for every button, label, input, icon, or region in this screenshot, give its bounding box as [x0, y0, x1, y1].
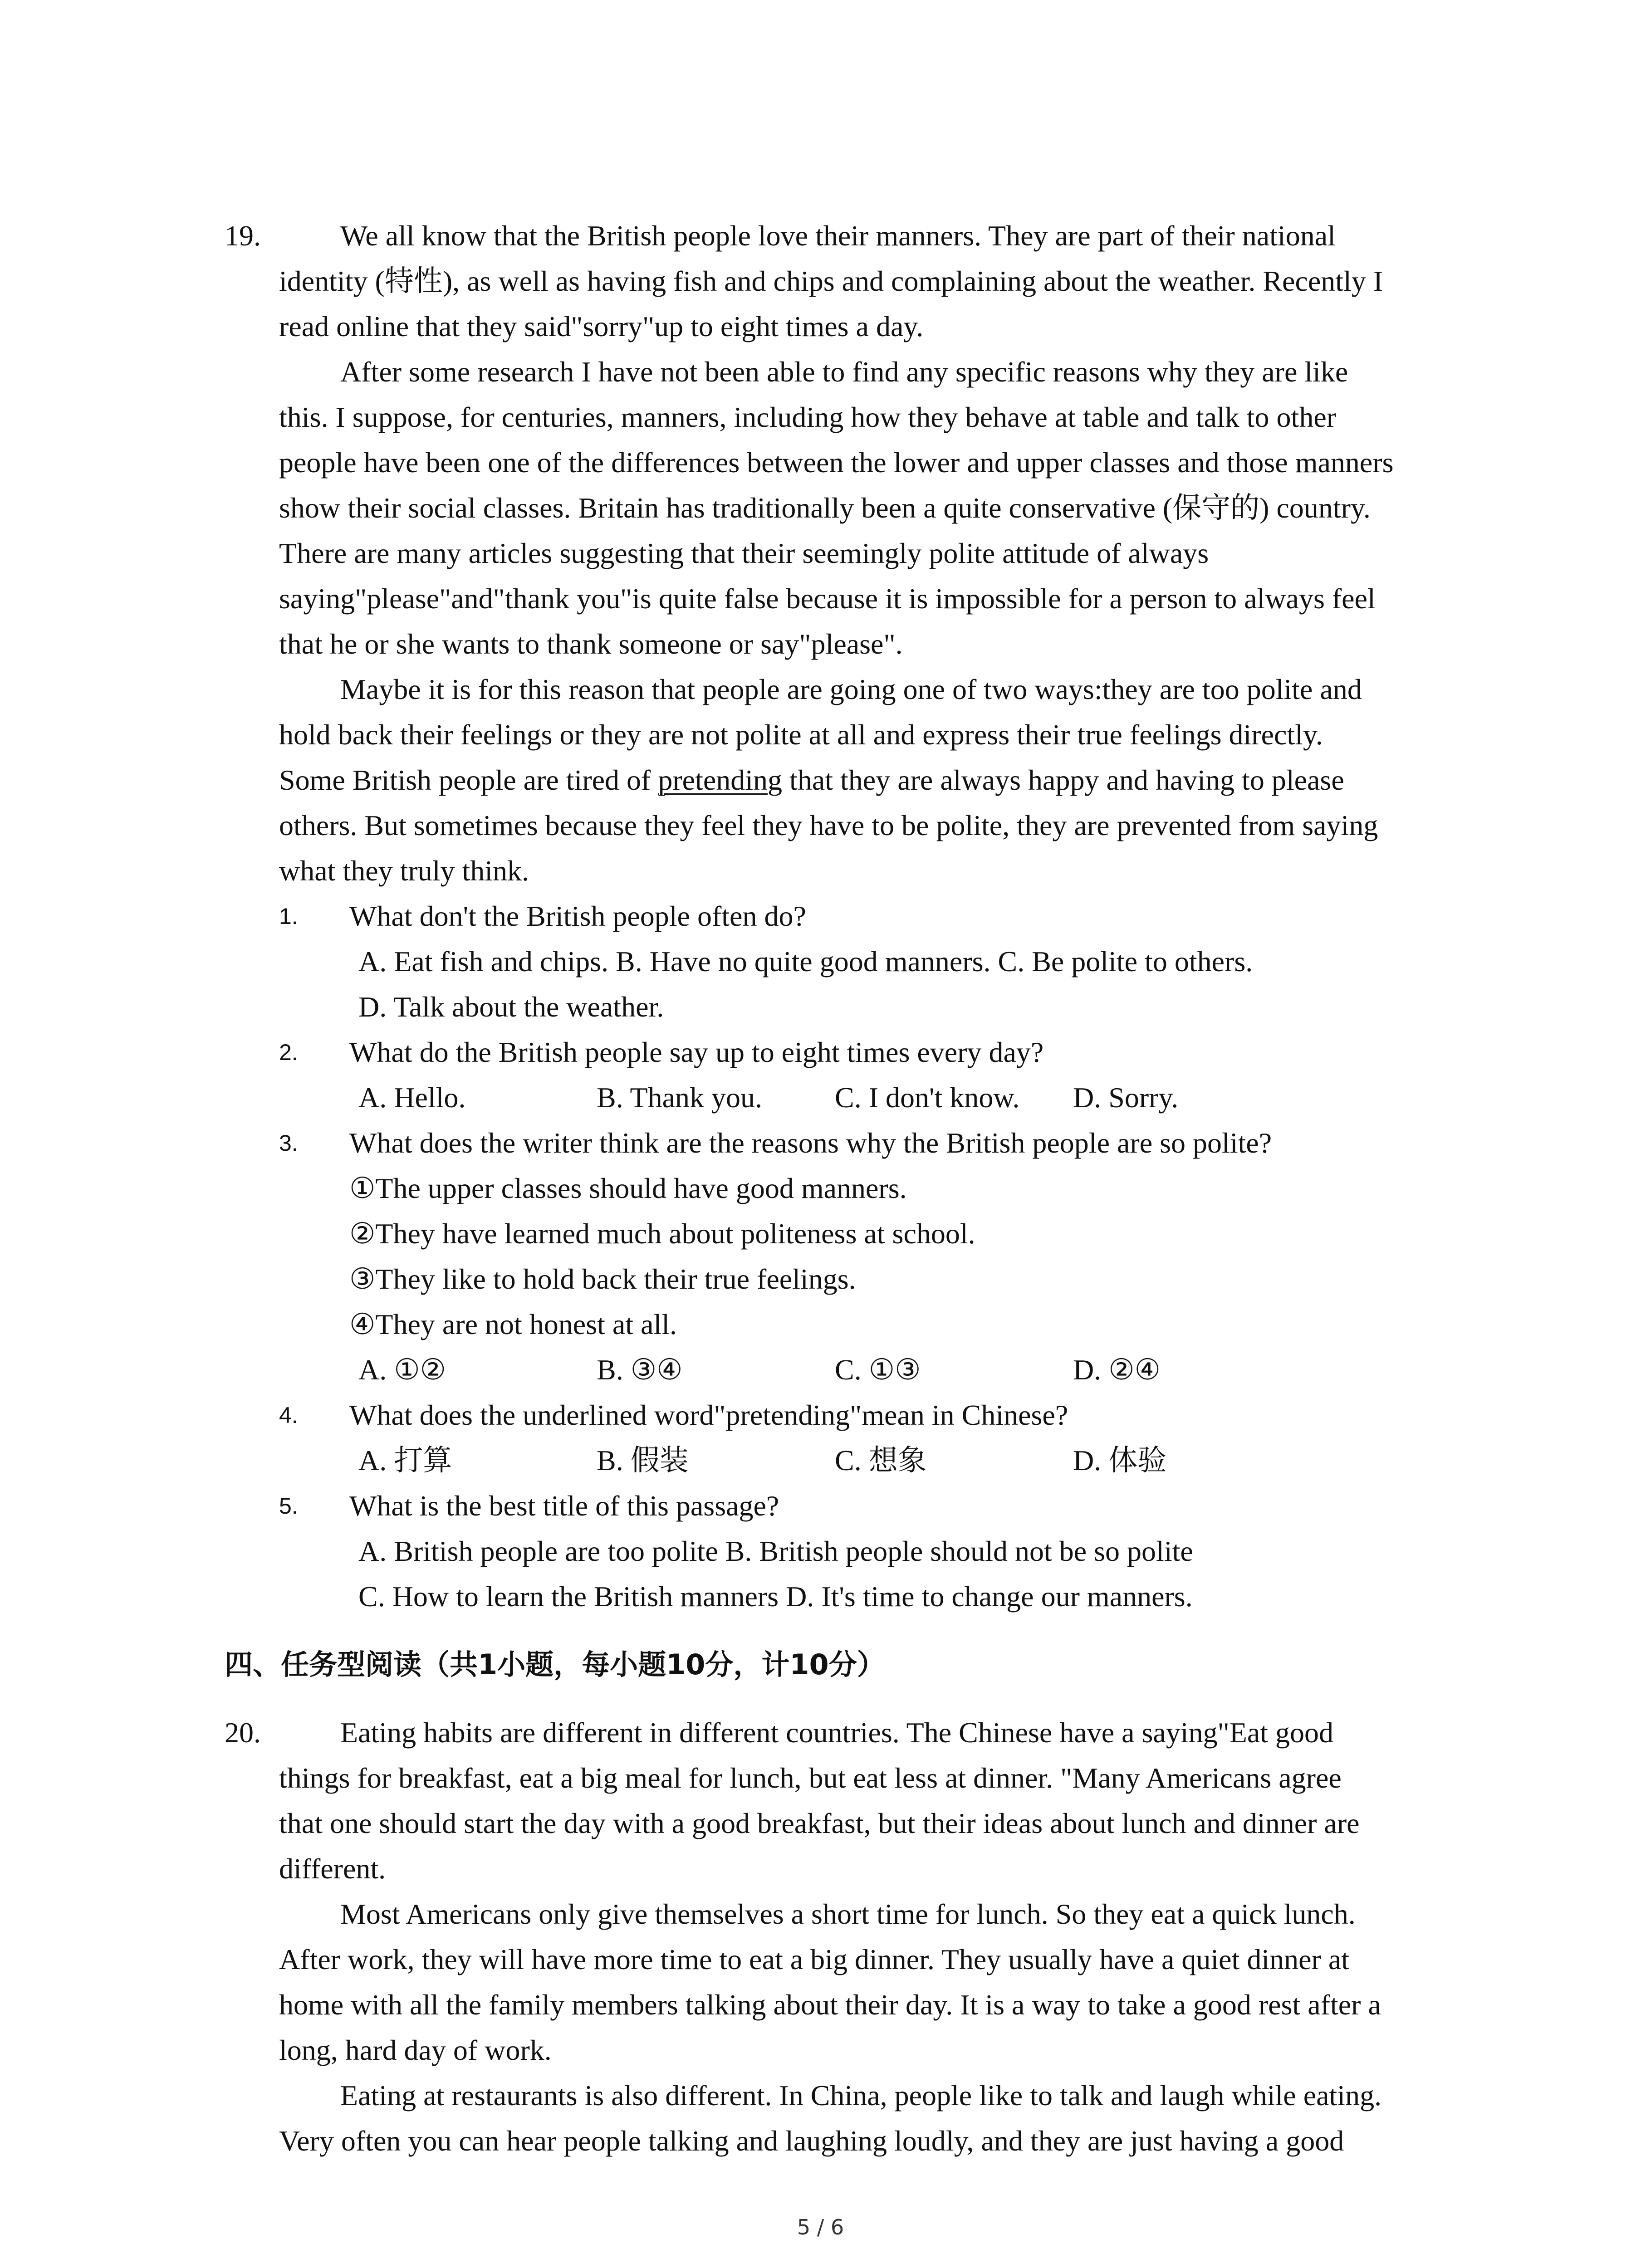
q20-p2-line3: home with all the family members talking about their day. It is a way to take a good rest after a [279, 1989, 1381, 2021]
subquestion-number-5: 5. [279, 1493, 298, 1519]
q20-p2-line4: long, hard day of work. [279, 2034, 552, 2066]
subquestion-3-statement-4: ④They are not honest at all. [349, 1308, 677, 1340]
subquestion-3-statement-1: ①The upper classes should have good manners. [349, 1172, 907, 1204]
q19-p3-line3 [279, 762, 1344, 798]
subquestion-4-option-b: B. 假装 [597, 1444, 689, 1476]
subquestion-3-option-a: A. ①② [358, 1354, 446, 1386]
subquestion-2-text: What do the British people say up to eight times every day? [349, 1036, 1044, 1068]
q19-p3-line1: Maybe it is for this reason that people are going one of two ways:they are too polite and [340, 673, 1362, 705]
q20-p1-line3: that one should start the day with a good breakfast, but their ideas about lunch and dinner are [279, 1807, 1360, 1839]
q20-p1-line4: different. [279, 1853, 386, 1885]
subquestion-5-options-line1: A. British people are too polite B. British people should not be so polite [358, 1535, 1193, 1567]
subquestion-2-option-b: B. Thank you. [597, 1081, 763, 1114]
subquestion-number-1: 1. [279, 904, 298, 929]
q20-p2-line2: After work, they will have more time to eat a big dinner. They usually have a quiet dinner at [279, 1943, 1349, 1975]
q19-p3-line4: others. But sometimes because they feel they have to be polite, they are prevented from saying [279, 809, 1378, 841]
q19-p3-line2: hold back their feelings or they are not polite at all and express their true feelings directly. [279, 719, 1323, 751]
subquestion-3-statement-3: ③They like to hold back their true feelings. [349, 1263, 856, 1295]
subquestion-4-option-a: A. 打算 [358, 1444, 452, 1476]
q19-p3-line3-end: that they are always happy and having to please [782, 764, 1344, 796]
q20-p2-line1: Most Americans only give themselves a short time for lunch. So they eat a quick lunch. [340, 1898, 1356, 1930]
subquestion-2-option-d: D. Sorry. [1073, 1081, 1179, 1114]
subquestion-number-3: 3. [279, 1130, 298, 1156]
subquestion-2-option-a: A. Hello. [358, 1081, 466, 1114]
subquestion-5-text: What is the best title of this passage? [349, 1490, 779, 1522]
subquestion-3-text: What does the writer think are the reasons why the British people are so polite? [349, 1127, 1272, 1159]
question-number-20: 20. [225, 1716, 261, 1749]
subquestion-1-options-line2: D. Talk about the weather. [358, 991, 664, 1023]
subquestion-1-text: What don't the British people often do? [349, 900, 806, 932]
question-number-19: 19. [225, 220, 261, 252]
q19-p1-line1: We all know that the British people love their manners. They are part of their national [340, 220, 1336, 252]
subquestion-3-statement-2: ②They have learned much about politeness at school. [349, 1217, 975, 1250]
q20-p3-line1: Eating at restaurants is also different. In China, people like to talk and laugh while eating. [340, 2079, 1382, 2112]
q19-p2-line2: this. I suppose, for centuries, manners, including how they behave at table and talk to other [279, 401, 1337, 433]
q20-p3-line2: Very often you can hear people talking and laughing loudly, and they are just having a good [279, 2125, 1344, 2157]
q19-p3-line3-start: Some British people are tired of [279, 764, 658, 796]
subquestion-2-option-c: C. I don't know. [835, 1081, 1020, 1114]
q19-p1-line2: identity (特性), as well as having fish and chips and complaining about the weather. Recently I [279, 265, 1383, 297]
subquestion-3-option-d: D. ②④ [1073, 1354, 1161, 1386]
q19-p1-line3: read online that they said"sorry"up to eight times a day. [279, 310, 924, 342]
q19-p2-line7: that he or she wants to thank someone or say"please". [279, 628, 903, 660]
subquestion-4-option-d: D. 体验 [1073, 1444, 1167, 1476]
subquestion-3-option-c: C. ①③ [835, 1354, 921, 1386]
subquestion-5-options-line2: C. How to learn the British manners D. It's time to change our manners. [358, 1580, 1193, 1613]
subquestion-number-2: 2. [279, 1040, 298, 1065]
underlined-word-pretending: pretending [658, 764, 783, 796]
page-number: 5 / 6 [797, 2215, 844, 2239]
q19-p2-line6: saying"please"and"thank you"is quite false because it is impossible for a person to always feel [279, 582, 1376, 615]
q19-p2-line5: There are many articles suggesting that their seemingly polite attitude of always [279, 537, 1209, 569]
section-heading: 四、任务型阅读（共1小题，每小题10分，计10分） [225, 1648, 885, 1681]
subquestion-4-option-c: C. 想象 [835, 1444, 927, 1476]
q19-p2-line1: After some research I have not been able to find any specific reasons why they are like [340, 356, 1348, 388]
subquestion-1-options-line1: A. Eat fish and chips. B. Have no quite good manners. C. Be polite to others. [358, 945, 1253, 978]
q19-p2-line4: show their social classes. Britain has traditionally been a quite conservative (保守的) country. [279, 492, 1371, 524]
subquestion-number-4: 4. [279, 1403, 298, 1428]
q19-p3-line5: what they truly think. [279, 855, 529, 887]
q19-p2-line3: people have been one of the differences between the lower and upper classes and those manners [279, 446, 1394, 479]
subquestion-4-text: What does the underlined word"pretending"mean in Chinese? [349, 1399, 1068, 1431]
q20-p1-line1: Eating habits are different in different countries. The Chinese have a saying"Eat good [340, 1716, 1333, 1749]
subquestion-3-option-b: B. ③④ [597, 1354, 683, 1386]
q20-p1-line2: things for breakfast, eat a big meal for lunch, but eat less at dinner. "Many Americans agree [279, 1762, 1342, 1794]
